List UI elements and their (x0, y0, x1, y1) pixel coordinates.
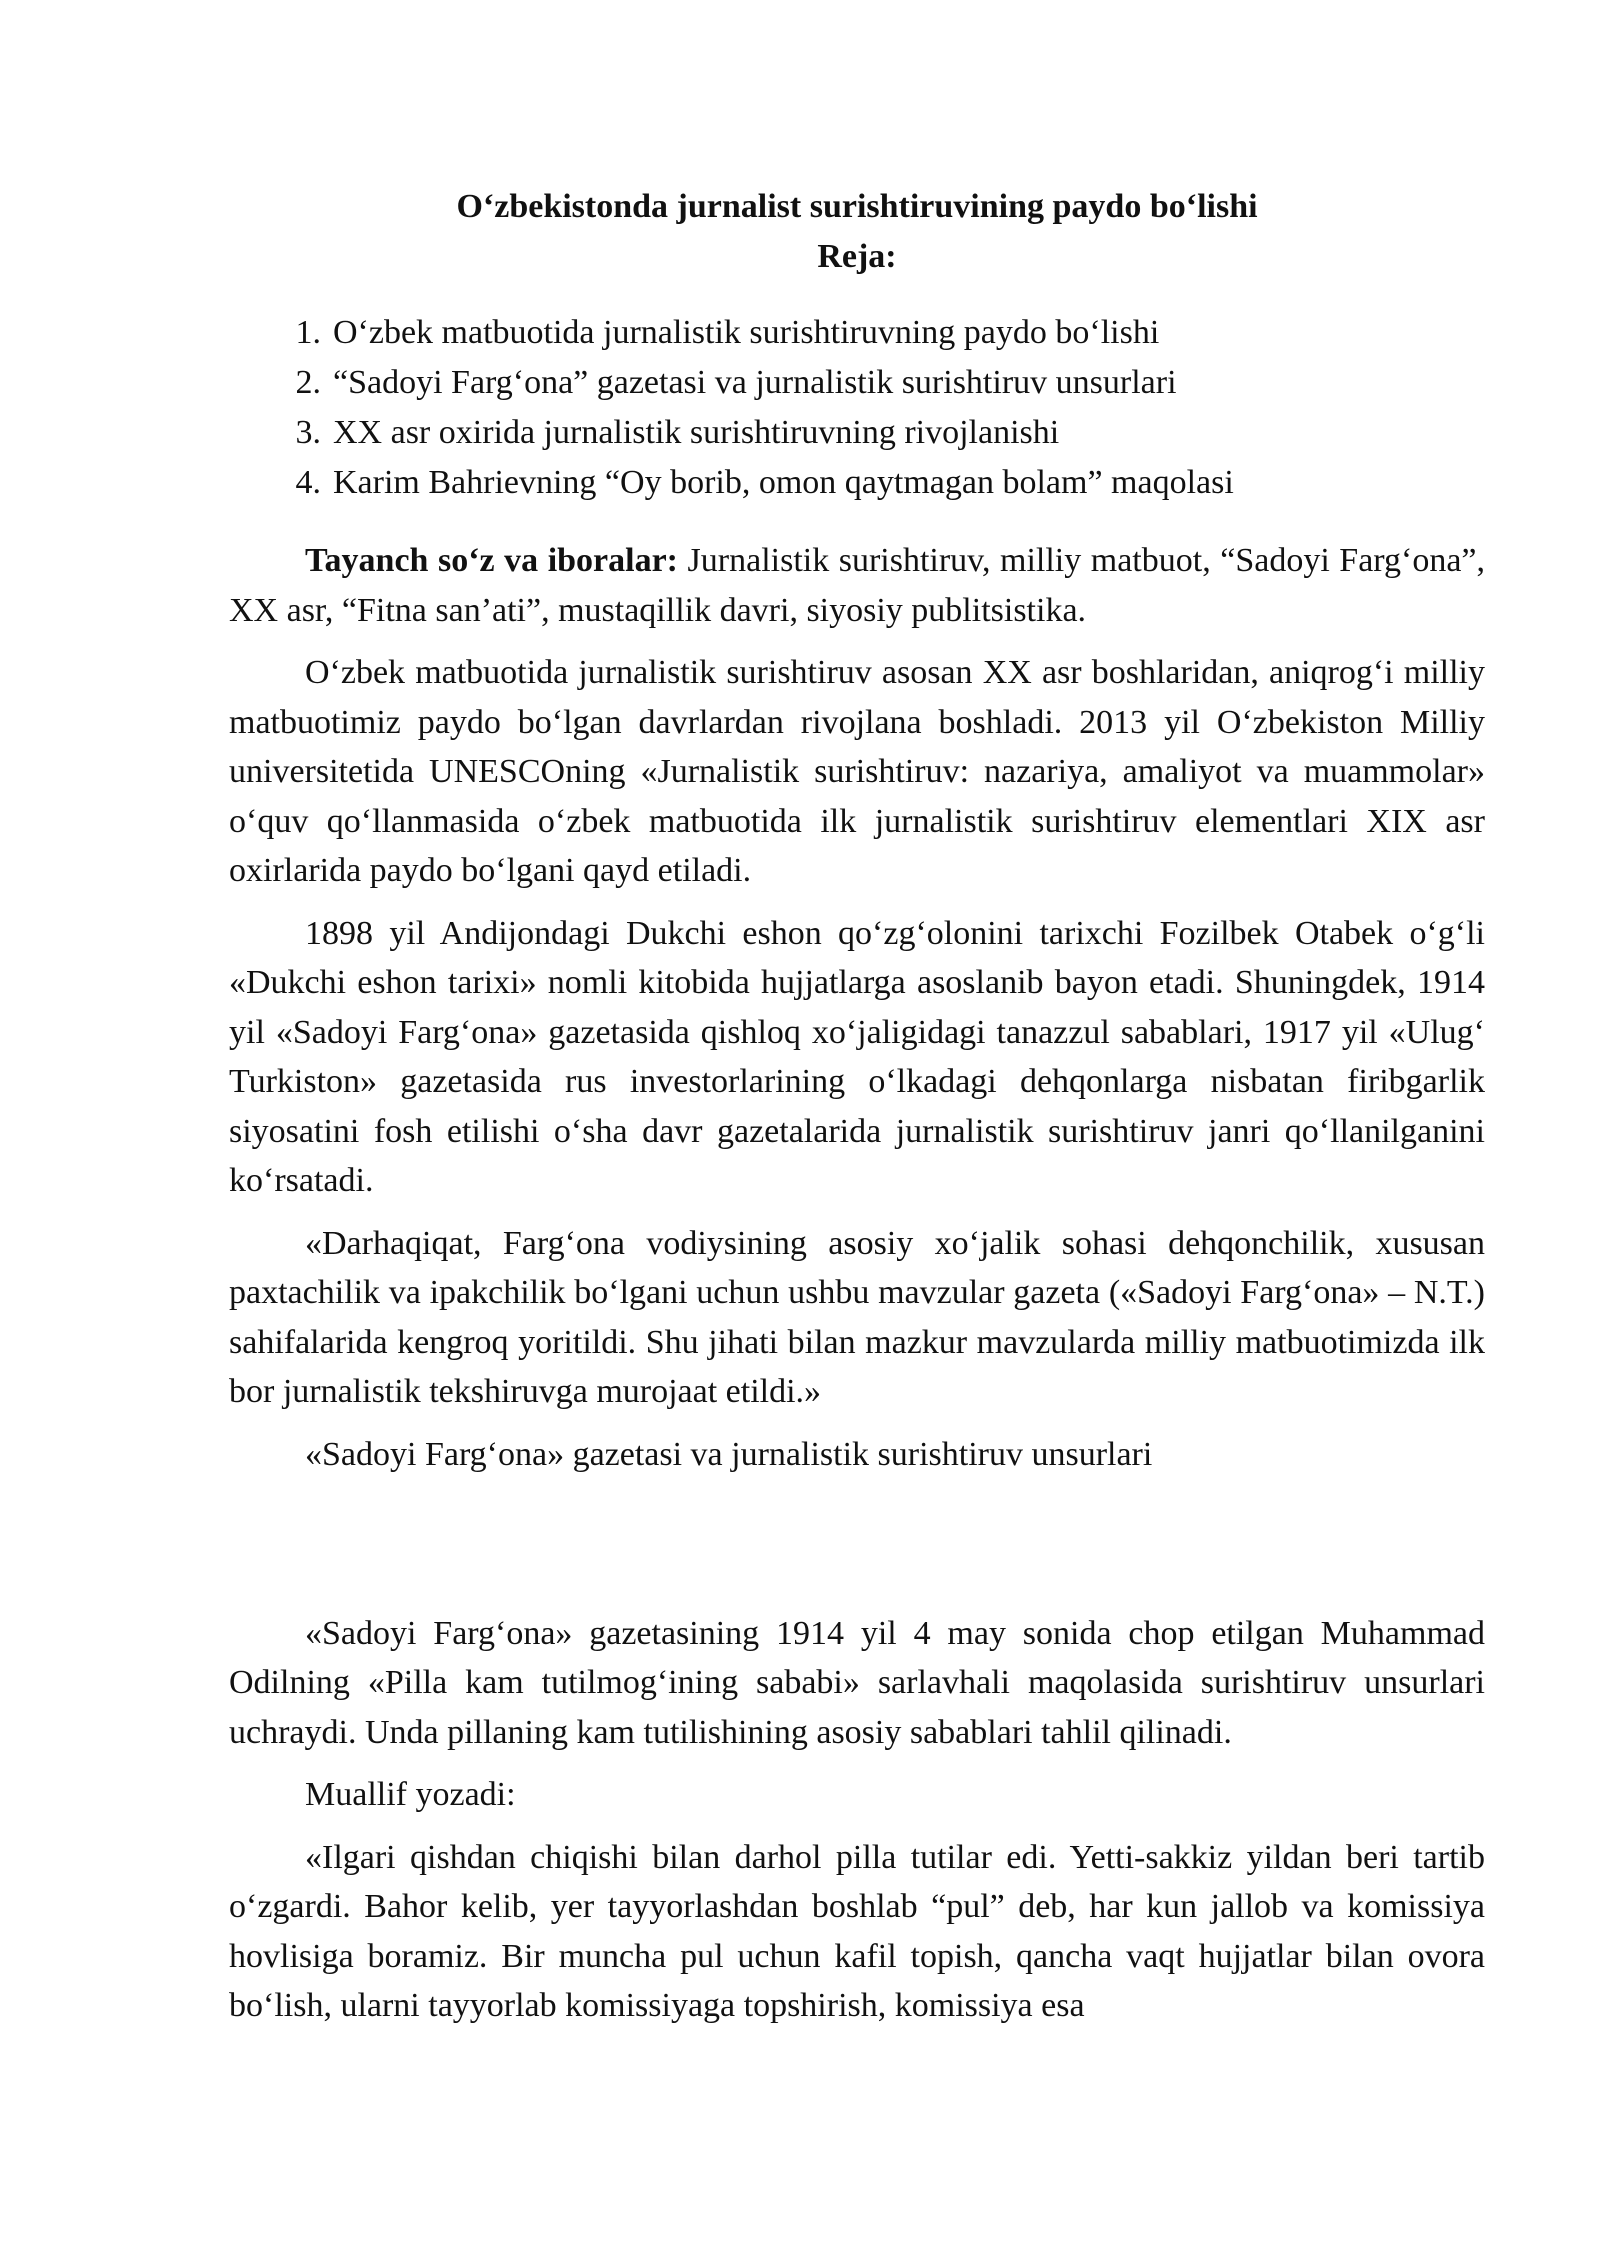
plan-item (229, 408, 1485, 458)
plan-list (229, 308, 1485, 508)
plan-item-text: O‘zbek matbuotida jurnalistik surishtiruvning paydo bo‘lishi (333, 314, 1160, 351)
document-title: O‘zbekistonda jurnalist surishtiruvining paydo bo‘lishi (456, 188, 1258, 225)
quote-paragraph: «Darhaqiqat, Farg‘ona vodiysining asosiy xo‘jalik sohasi dehqonchilik, xususan paxtachilik va ipakchilik bo‘lgani uchun ushbu mavzular gazeta («Sadoyi Farg‘ona» – N.T.) sahifalarida kengroq yoritildi. Shu jihati bilan mazkur mavzularda milliy matbuotimizda ilk bor jurnalistik tekshiruvga murojaat etildi.» (229, 1224, 1485, 1410)
body-paragraph: 1898 yil Andijondagi Dukchi eshon qo‘zg‘olonini tarixchi Fozilbek Otabek o‘g‘li «Dukchi eshon tarixi» nomli kitobida hujjatlarga asoslanib bayon etadi. Shuningdek, 1914 yil «Sadoyi Farg‘ona» gazetasida qishloq xo‘jaligidagi tanazzul sabablari, 1917 yil «Ulug‘ Turkiston» gazetasida rus investorlarining o‘lkadagi dehqonlarga nisbatan firibgarlik siyosatini fosh etilishi o‘sha davr gazetalarida jurnalistik surishtiruv janri qo‘llanilganini ko‘rsatadi. (229, 914, 1485, 1199)
plan-heading: Reja: (817, 238, 897, 275)
quote-paragraph: «Ilgari qishdan chiqishi bilan darhol pilla tutilar edi. Yetti-sakkiz yildan beri tartib o‘zgardi. Bahor kelib, yer tayyorlashdan boshlab “pul” deb, har kun jallob va komissiya hovlisiga boramiz. Bir muncha pul uchun kafil topish, qancha vaqt hujjatlar bilan ovora bo‘lish, ularni tayyorlab komissiyaga topshirish, komissiya esa (229, 1838, 1485, 2024)
plan-item (229, 308, 1485, 358)
plan-item-text: XX asr oxirida jurnalistik surishtiruvning rivojlanishi (333, 414, 1060, 451)
plan-item-text: Karim Bahrievning “Oy borib, omon qaytmagan bolam” maqolasi (333, 464, 1234, 501)
keywords-label: Tayanch so‘z va iboralar: (305, 542, 679, 579)
plan-item (229, 358, 1485, 408)
section-subheading: «Sadoyi Farg‘ona» gazetasi va jurnalistik surishtiruv unsurlari (305, 1435, 1153, 1473)
plan-item-text: “Sadoyi Farg‘ona” gazetasi va jurnalistik surishtiruv unsurlari (333, 364, 1177, 401)
body-paragraph: Muallif yozadi: (305, 1776, 516, 1813)
keywords-paragraph (229, 536, 1485, 635)
body-paragraph: O‘zbek matbuotida jurnalistik surishtiruv asosan XX asr boshlaridan, aniqrog‘i milliy matbuotimiz paydo bo‘lgan davrlardan rivojlana boshladi. 2013 yil O‘zbekiston Milliy universitetida UNESCOning «Jurnalistik surishtiruv: nazariya, amaliyot va muammolar» o‘quv qo‘llanmasida o‘zbek matbuotida ilk jurnalistik surishtiruv elementlari XIX asr oxirlarida paydo bo‘lgani qayd etiladi. (229, 654, 1485, 889)
body-paragraph: «Sadoyi Farg‘ona» gazetasining 1914 yil 4 may sonida chop etilgan Muhammad Odilning «Pilla kam tutilmog‘ining sababi» sarlavhali maqolasida surishtiruv unsurlari uchraydi. Unda pillaning kam tutilishining asosiy sabablari tahlil qilinadi. (229, 1614, 1485, 1751)
plan-item-number: 1. (295, 314, 321, 351)
plan-item-number: 4. (295, 464, 321, 501)
plan-item-number: 3. (295, 414, 321, 451)
plan-item (229, 458, 1485, 508)
keywords-text: Jurnalistik surishtiruv, milliy matbuot, “Sadoyi Farg‘ona”, XX asr, “Fitna san’ati”, mustaqillik davri, siyosiy publitsistika. (229, 542, 1486, 629)
plan-item-number: 2. (295, 364, 321, 401)
